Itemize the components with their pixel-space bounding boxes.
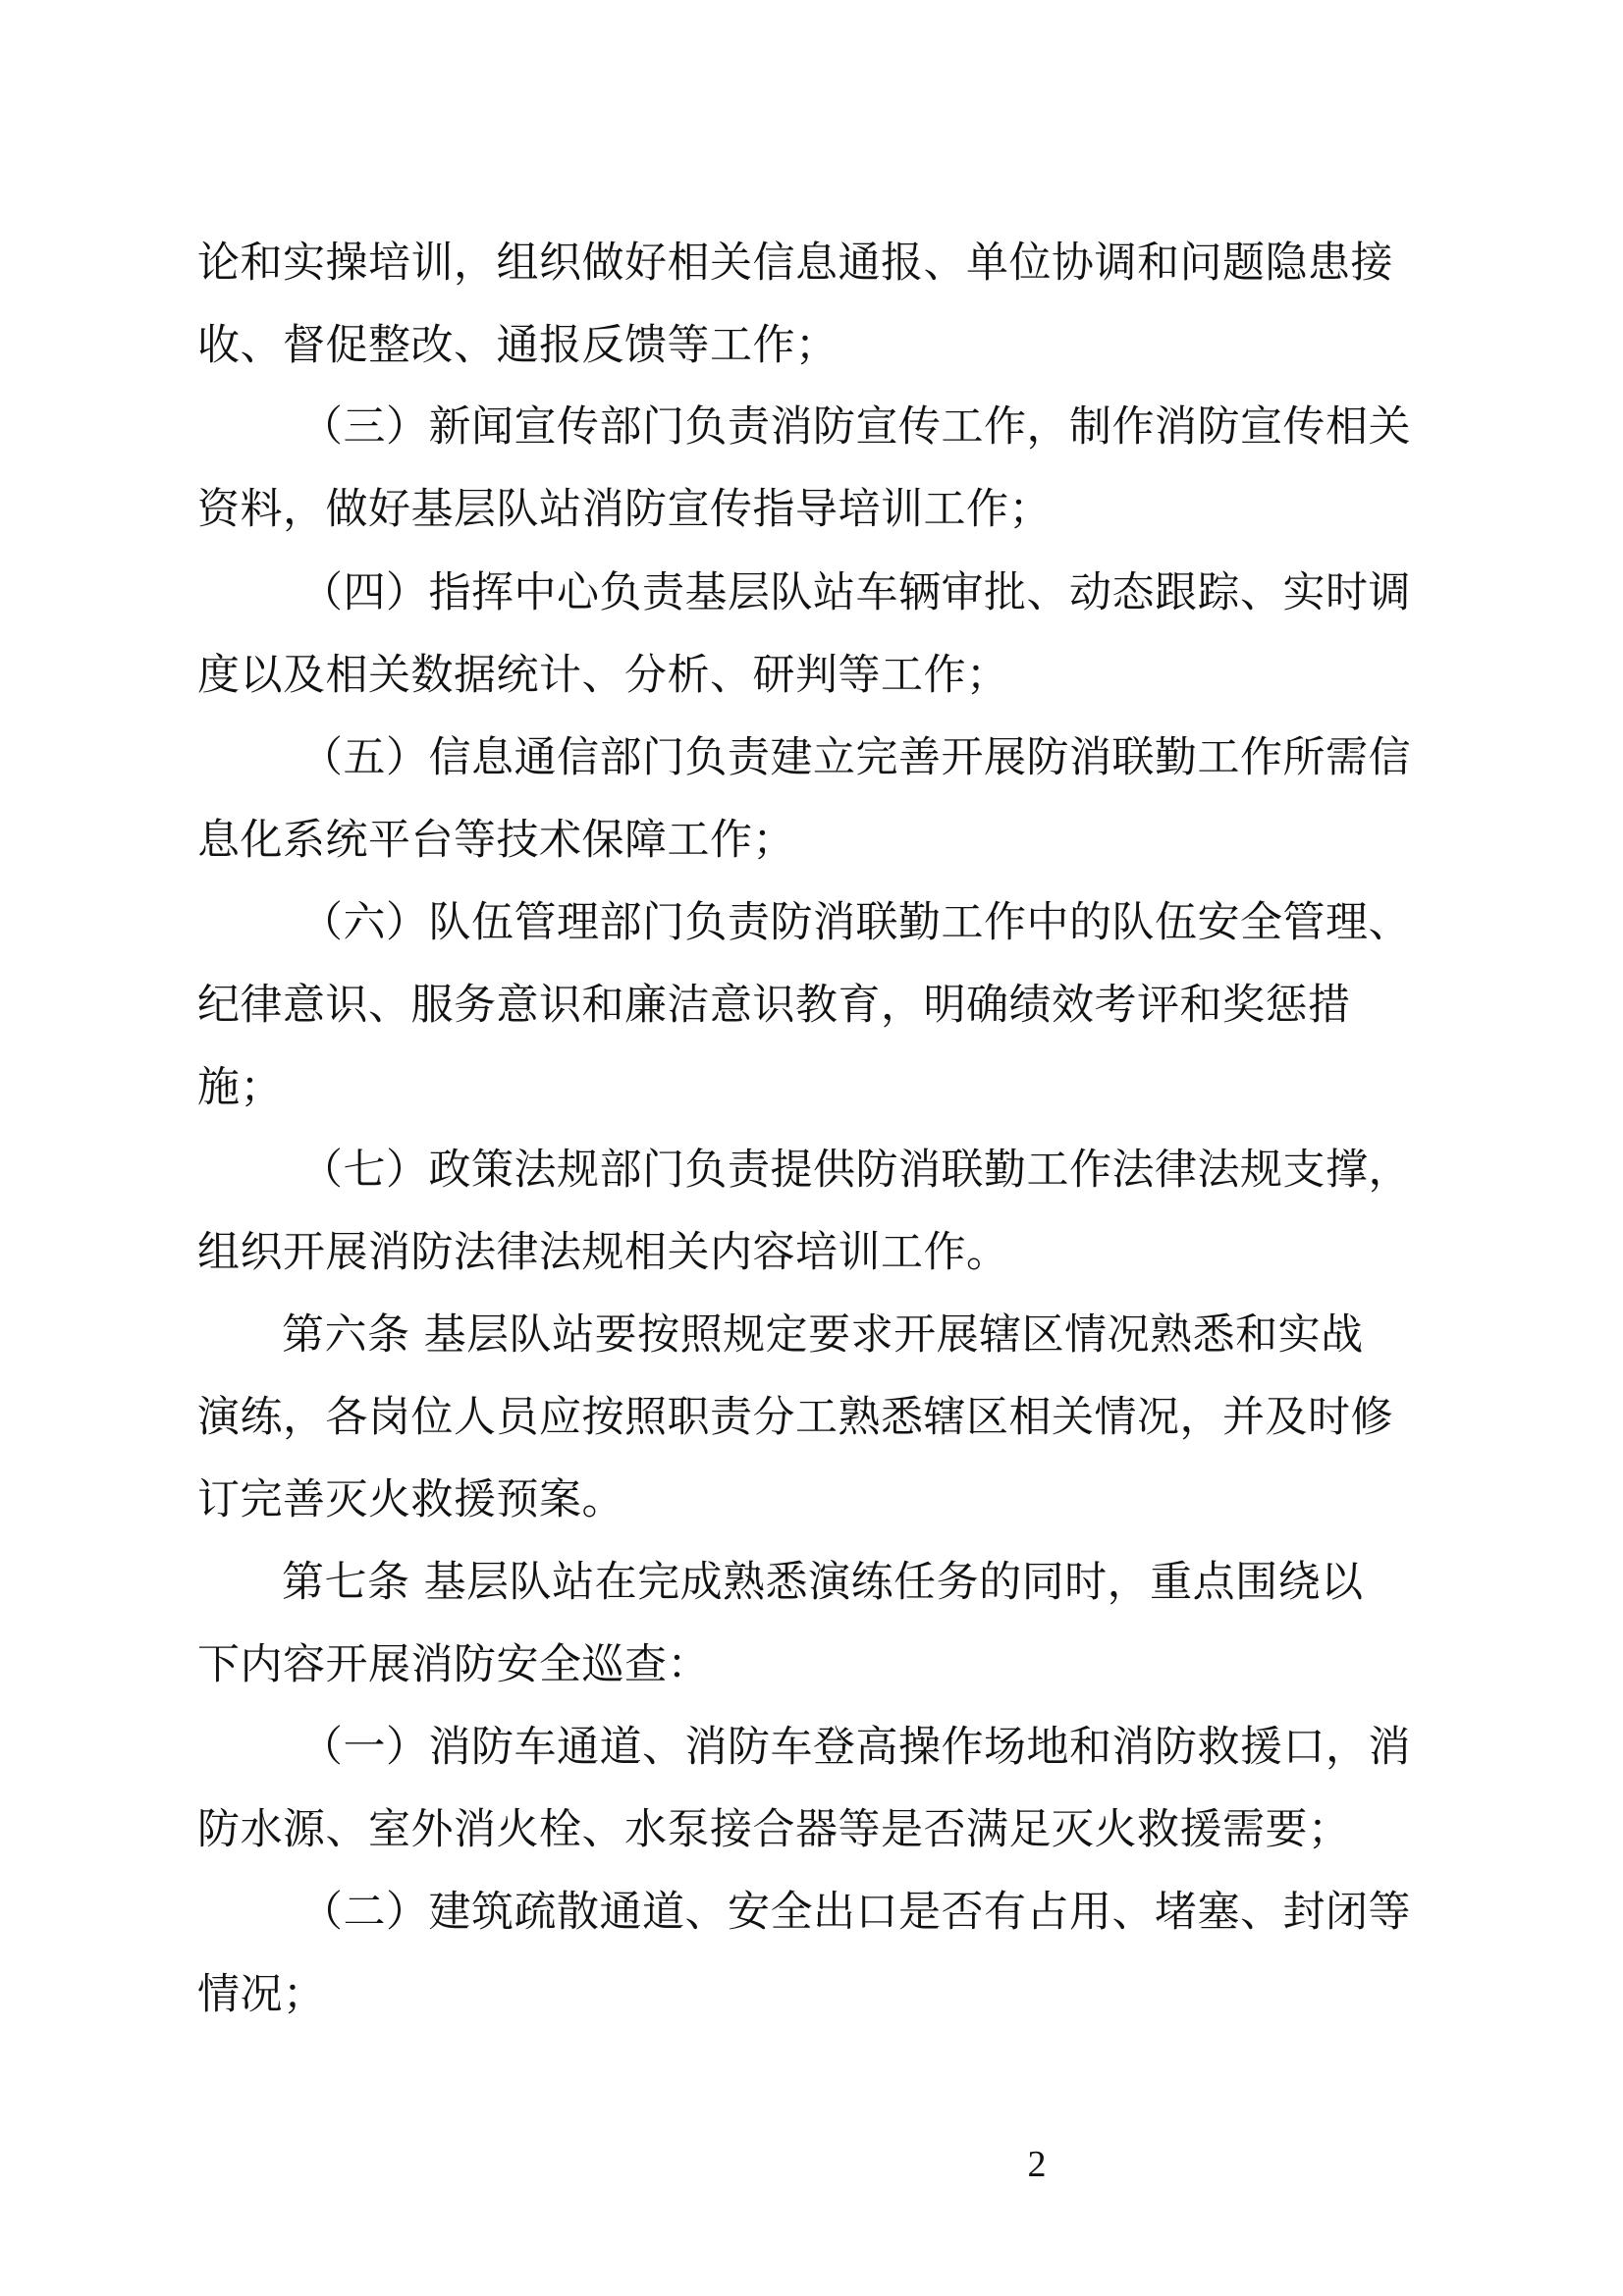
text-line: 收、督促整改、通报反馈等工作；	[197, 321, 839, 370]
text-line: （六）队伍管理部门负责防消联勤工作中的队伍安全管理、	[300, 898, 1411, 947]
text-line: 订完善灭火救援预案。	[197, 1475, 624, 1524]
text-line: （二）建筑疏散通道、安全出口是否有占用、堵塞、封闭等	[300, 1888, 1411, 1937]
text-line: 施；	[197, 1063, 283, 1112]
page-number: 2	[1027, 2144, 1047, 2185]
text-line: （五）信息通信部门负责建立完善开展防消联勤工作所需信	[300, 733, 1411, 782]
text-line: 下内容开展消防安全巡查：	[197, 1640, 710, 1689]
text-line: （四）指挥中心负责基层队站车辆审批、动态跟踪、实时调	[300, 568, 1411, 617]
text-line: 情况；	[197, 1970, 326, 2019]
article-heading-line: 第六条 基层队站要按照规定要求开展辖区情况熟悉和实战	[282, 1310, 1364, 1360]
text-line: 资料，做好基层队站消防宣传指导培训工作；	[197, 485, 1052, 534]
text-line: 组织开展消防法律法规相关内容培训工作。	[197, 1228, 1009, 1277]
text-line: 论和实操培训，组织做好相关信息通报、单位协调和问题隐患接	[197, 239, 1393, 288]
text-line: 纪律意识、服务意识和廉洁意识教育，明确绩效考评和奖惩措	[197, 981, 1351, 1030]
text-line: 防水源、室外消火栓、水泵接合器等是否满足灭火救援需要；	[197, 1805, 1351, 1854]
text-line: 度以及相关数据统计、分析、研判等工作；	[197, 651, 1009, 700]
text-line: 息化系统平台等技术保障工作；	[197, 816, 795, 865]
text-line: （七）政策法规部门负责提供防消联勤工作法律法规支撑，	[300, 1146, 1411, 1195]
text-line: 演练，各岗位人员应按照职责分工熟悉辖区相关情况，并及时修	[197, 1393, 1393, 1442]
article-heading-line: 第七条 基层队站在完成熟悉演练任务的同时，重点围绕以	[282, 1558, 1364, 1607]
text-line: （三）新闻宣传部门负责消防宣传工作，制作消防宣传相关	[300, 402, 1411, 452]
text-line: （一）消防车通道、消防车登高操作场地和消防救援口，消	[300, 1723, 1411, 1772]
